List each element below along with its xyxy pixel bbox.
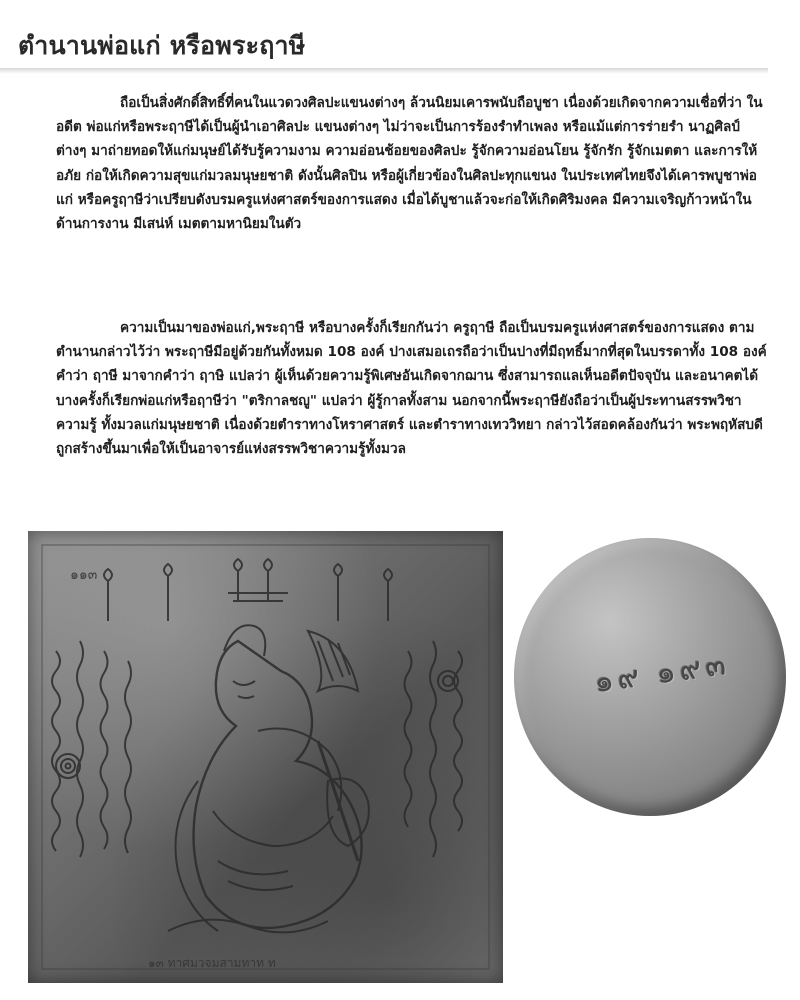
paragraph-history: ความเป็นมาของพ่อแก่,พระฤาษี หรือบางครั้งก็เรียกกันว่า ครูฤาษี ถือเป็นบรมครูแห่งศาสตร์ของการแสดง ตามตำนานกล่าวไว้ว่า พระฤาษีมีอยู่ด้วยกันทั้งหมด 108 องค์ ปางเสมอเถรถือว่าเป็นปางที่มีฤทธิ์มากที่สุดในบรรดาทั้ง 108 องค์ คำว่า ฤาษี มาจากคำว่า ฤาษิ แปลว่า ผู้เห็นด้วยความรู้พิเศษอันเกิดจากฌาน ซึ่งสามารถแลเห็นอดีตปัจจุบัน และอนาคตได้ บางครั้งก็เรียกพ่อแก่หรือฤาษีว่า "ตริกาลชญู" แปลว่า ผู้รู้กาลทั้งสาม นอกจากนี้พระฤาษียังถือว่าเป็นผู้ประทานสรรพวิชาความรู้ ทั้งมวลแก่มนุษยชาติ เนื่องด้วยตำราทางโหราศาสตร์ และตำราทางเทววิทยา กล่าวไว้สอดคล้องกันว่า พระพฤหัสบดีถูกสร้างขึ้นมาเพื่อให้เป็นอาจารย์แห่งสรรพวิชาความรู้ทั้งมวล [56,320,767,458]
coin-icon [514,538,786,816]
coin-back-image [510,532,792,822]
article-header [0,0,800,74]
yantra-bottom-text: ๑๓ ทาศมวจมสามทาท ท [148,956,276,970]
title-divider [0,68,768,74]
yantra-plate-image [28,531,503,983]
hermit-yantra-icon [28,531,503,983]
yantra-corner-number: ๑๑๓ [70,567,98,583]
article-title: ตำนานพ่อแก่ หรือพระฤาษี [18,31,306,60]
paragraph-intro: ถือเป็นสิ่งศักดิ์สิทธิ์ที่คนในแวดวงศิลปะแขนงต่างๆ ล้วนนิยมเคารพนับถือบูชา เนื่องด้วยเกิดจากความเชื่อที่ว่า ในอดีต พ่อแก่หรือพระฤาษีได้เป็นผู้นำเอาศิลปะ แขนงต่างๆ ไม่ว่าจะเป็นการร้องรำทำเพลง หรือแม้แต่การร่ายรำ นาฏศิลป์ต่างๆ มาถ่ายทอดให้แก่มนุษย์ได้รับรู้ความงาม ความอ่อนช้อยของศิลปะ รู้จักความอ่อนโยน รู้จักรัก รู้จักเมตตา และการให้อภัย ก่อให้เกิดความสุขแก่มวลมนุษยชาติ ดังนั้นศิลปิน หรือผู้เกี่ยวข้องในศิลปะทุกแขนง ในประเทศไทยจึงได้เคารพบูชาพ่อแก่ หรือครูฤาษีว่าเปรียบดังบรมครูแห่งศาสตร์ของการแสดง เมื่อได้บูชาแล้วจะก่อให้เกิดศิริมงคล มีความเจริญก้าวหน้าในด้านการงาน มีเสน่ห์ เมตตามหานิยมในตัว [56,95,763,233]
coin-engraving: ๑๙ ๑๙๓ [592,646,732,701]
